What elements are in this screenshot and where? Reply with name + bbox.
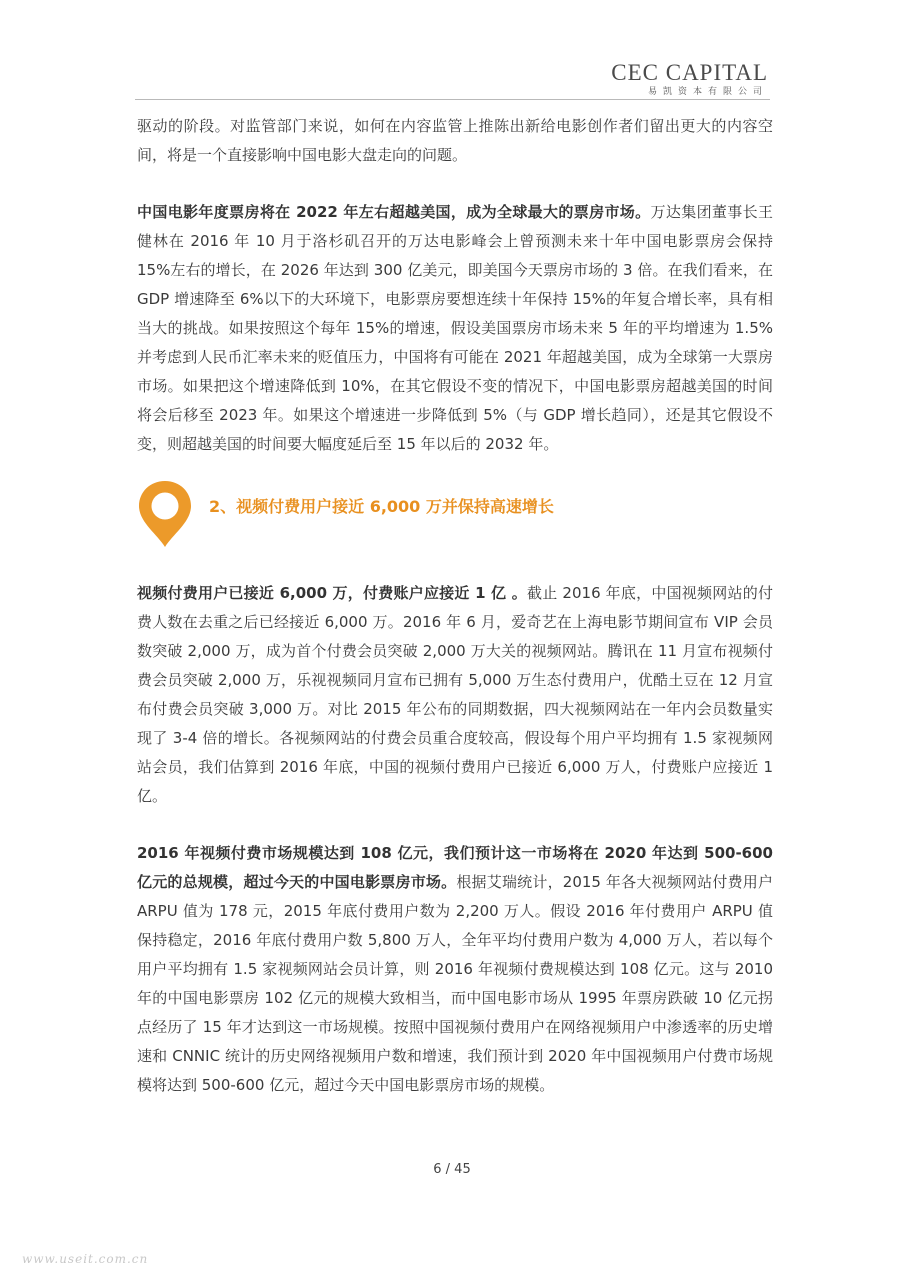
paragraph-2 [137, 198, 773, 459]
section-title: 2、视频付费用户接近 6,000 万并保持高速增长 [209, 497, 554, 516]
paragraph-3-text: 截止 2016 年底，中国视频网站的付费人数在去重之后已经接近 6,000 万。2016 年 6 月，爱奇艺在上海电影节期间宣布 VIP 会员数突破 2,000 万，成为首个付费会员突破 2,000 万大关的视频网站。腾讯在 11 月宣布视频付费会员突破 2,000 万，乐视视频同月宣布已拥有 5,000 万生态付费用户，优酷土豆在 12 月宣布付费会员突破 3,000 万。对比 2015 年公布的同期数据，四大视频网站在一年内会员数量实现了 3-4 倍的增长。各视频网站的付费会员重合度较高，假设每个用户平均拥有 1.5 家视频网站会员，我们估算到 2016 年底，中国的视频付费用户已接近 6,000 万人，付费账户应接近 1 亿。 [137, 584, 773, 805]
paragraph-2-text: 万达集团董事长王健林在 2016 年 10 月于洛杉矶召开的万达电影峰会上曾预测未来十年中国电影票房会保持 15%左右的增长，在 2026 年达到 300 亿美元，即美国今天票房市场的 3 倍。在我们看来，在 GDP 增速降至 6%以下的大环境下，电影票房要想连续十年保持 15%的年复合增长率，具有相当大的挑战。如果按照这个每年 15%的增速，假设美国票房市场未来 5 年的平均增速为 1.5%并考虑到人民币汇率未来的贬值压力，中国将有可能在 2021 年超越美国，成为全球第一大票房市场。如果把这个增速降低到 10%，在其它假设不变的情况下，中国电影票房超越美国的时间将会后移至 2023 年。如果这个增速进一步降低到 5%（与 GDP 增长趋同），还是其它假设不变，则超越美国的时间要大幅度延后至 15 年以后的 2032 年。 [137, 203, 773, 453]
paragraph-4 [137, 839, 773, 1100]
header-divider [135, 99, 770, 100]
company-logo [611, 60, 768, 98]
location-pin-icon [137, 479, 193, 549]
page-number: 6 / 45 [433, 1162, 471, 1177]
section-heading [137, 479, 773, 549]
paragraph-2-lead: 中国电影年度票房将在 2022 年左右超越美国，成为全球最大的票房市场。 [137, 203, 651, 221]
watermark: www.useit.com.cn [22, 1252, 149, 1266]
logo-subtitle: 易凯资本有限公司 [647, 87, 768, 97]
logo-title: CEC CAPITAL [611, 60, 768, 85]
paragraph-3 [137, 579, 773, 811]
paragraph-4-text: 根据艾瑞统计，2015 年各大视频网站付费用户 ARPU 值为 178 元，2015 年底付费用户数为 2,200 万人。假设 2016 年付费用户 ARPU 值保持稳定，2016 年底付费用户数 5,800 万人，全年平均付费用户数为 4,000 万人，若以每个用户平均拥有 1.5 家视频网站会员计算，则 2016 年视频付费规模达到 108 亿元。这与 2010 年的中国电影票房 102 亿元的规模大致相当，而中国电影市场从 1995 年票房跌破 10 亿元拐点经历了 15 年才达到这一市场规模。按照中国视频付费用户在网络视频用户中渗透率的历史增速和 CNNIC 统计的历史网络视频用户数和增速，我们预计到 2020 年中国视频用户付费市场规模将达到 500-600 亿元，超过今天中国电影票房市场的规模。 [137, 873, 773, 1094]
document-body [137, 112, 773, 1100]
paragraph-1: 驱动的阶段。对监管部门来说，如何在内容监管上推陈出新给电影创作者们留出更大的内容空间，将是一个直接影响中国电影大盘走向的问题。 [137, 117, 773, 164]
paragraph-4-lead: 2016 年视频付费市场规模达到 108 亿元，我们预计这一市场将在 2020 年达到 500-600 亿元的总规模，超过今天的中国电影票房市场。 [137, 844, 773, 891]
paragraph-3-lead: 视频付费用户已接近 6,000 万，付费账户应接近 1 亿 。 [137, 584, 527, 602]
